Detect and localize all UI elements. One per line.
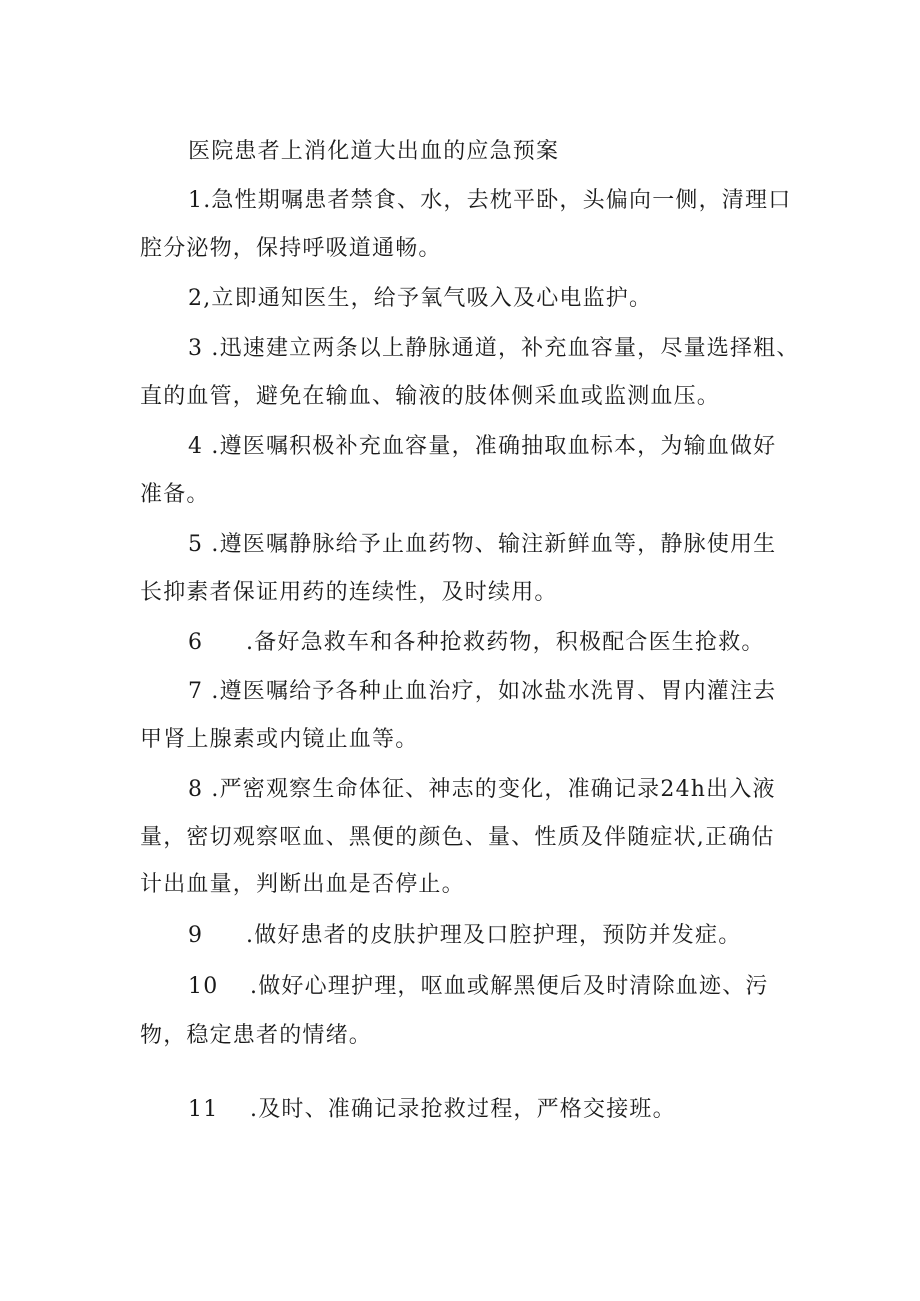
item-11-text: .及时、准确记录抢救过程，严格交接班。	[250, 1097, 676, 1122]
item-4-line-1: 4 .遵医嘱积极补充血容量，准确抽取血标本，为输血做好	[188, 434, 777, 459]
item-3-line-1: 3 .迅速建立两条以上静脉通道，补充血容量，尽量选择粗、	[188, 336, 800, 361]
item-3-line-2: 直的血管，避免在输血、输液的肢体侧采血或监测血压。	[140, 384, 721, 409]
item-9-line-1	[188, 921, 848, 951]
item-7-line-2: 甲肾上腺素或内镜止血等。	[140, 727, 419, 752]
item-7-line-1: 7 .遵医嘱给予各种止血治疗，如冰盐水洗胃、胃内灌注去	[188, 679, 777, 704]
item-8-line-1: 8 .严密观察生命体征、神志的变化，准确记录24h出入液	[188, 777, 776, 802]
item-9-number: 9	[188, 923, 204, 948]
item-4-line-2: 准备。	[140, 482, 210, 507]
item-1-line-2: 腔分泌物，保持呼吸道通畅。	[140, 236, 442, 261]
item-10-number: 10	[188, 974, 219, 999]
item-11-number: 11	[188, 1097, 219, 1122]
item-5-line-1: 5 .遵医嘱静脉给予止血药物、输注新鲜血等，静脉使用生	[188, 532, 777, 557]
item-10-text: .做好心理护理，呕血或解黑便后及时清除血迹、污	[250, 974, 769, 999]
item-2-line-1: 2,立即通知医生，给予氧气吸入及心电监护。	[188, 286, 653, 311]
item-6-line-1	[188, 628, 848, 658]
item-10-line-1	[188, 972, 848, 1002]
item-9-text: .做好患者的皮肤护理及口腔护理，预防并发症。	[246, 923, 742, 948]
item-6-text: .备好急救车和各种抢救药物，积极配合医生抢救。	[246, 630, 765, 655]
item-1-line-1: 1.急性期嘱患者禁食、水，去枕平卧，头偏向一侧，清理口	[188, 188, 792, 213]
item-8-line-2: 量，密切观察呕血、黑便的颜色、量、性质及伴随症状,正确估	[140, 825, 775, 850]
item-6-number: 6	[188, 630, 204, 655]
page-title: 医院患者上消化道大出血的应急预案	[188, 139, 560, 164]
item-11-line-1	[188, 1095, 848, 1125]
item-10-line-2: 物，稳定患者的情绪。	[140, 1023, 373, 1048]
item-8-line-3: 计出血量，判断出血是否停止。	[140, 872, 465, 897]
item-5-line-2: 长抑素者保证用药的连续性，及时续用。	[140, 580, 558, 605]
